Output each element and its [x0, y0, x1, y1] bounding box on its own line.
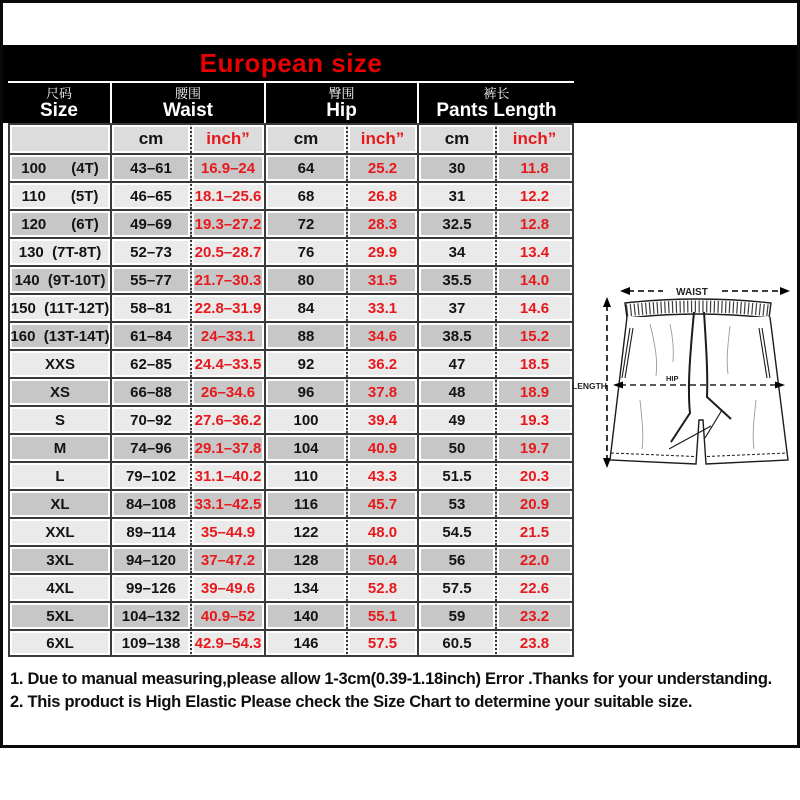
column-header-pants-length — [417, 81, 574, 123]
hip-inch-cell: 28.3 — [346, 209, 417, 237]
waist-inch-cell: 26–34.6 — [190, 377, 264, 405]
shorts-drawing — [610, 299, 788, 464]
table-row — [8, 349, 574, 377]
waist-inch-cell: 20.5–28.7 — [190, 237, 264, 265]
waist-cm-cell: 74–96 — [110, 433, 190, 461]
table-row — [8, 237, 574, 265]
table-row — [8, 461, 574, 489]
title-row — [8, 45, 574, 81]
length-inch-cell: 22.6 — [495, 573, 574, 601]
table-row — [8, 573, 574, 601]
table-row — [8, 405, 574, 433]
size-cell: 5XL — [8, 601, 110, 629]
size-cell: 100 (4T) — [8, 153, 110, 181]
size-cell: S — [8, 405, 110, 433]
size-cell: XXS — [8, 349, 110, 377]
hip-label: HIP — [666, 374, 679, 383]
table-row — [8, 629, 574, 657]
size-cell: XXL — [8, 517, 110, 545]
column-header-row — [8, 81, 574, 123]
length-label: LENGTH — [572, 381, 607, 391]
length-inch-cell: 21.5 — [495, 517, 574, 545]
length-cm-cell: 53 — [417, 489, 495, 517]
waist-inch-cell: 29.1–37.8 — [190, 433, 264, 461]
note-line-1: 1. Due to manual measuring,please allow 1-3cm(0.39-1.18inch) Error .Thanks for your understanding. — [10, 670, 772, 688]
length-cm-cell: 37 — [417, 293, 495, 321]
hip-inch-cell: 31.5 — [346, 265, 417, 293]
size-table — [8, 45, 574, 657]
column-header-size — [8, 81, 110, 123]
length-cm-cell: 54.5 — [417, 517, 495, 545]
hip-cm-cell: 122 — [264, 517, 346, 545]
length-inch-cell: 13.4 — [495, 237, 574, 265]
size-cell: 4XL — [8, 573, 110, 601]
size-cell: XL — [8, 489, 110, 517]
length-inch-cell: 14.6 — [495, 293, 574, 321]
size-cell: 160 (13T-14T) — [8, 321, 110, 349]
length-cm-cell: 50 — [417, 433, 495, 461]
waist-cm-cell: 70–92 — [110, 405, 190, 433]
waist-label-zh: 腰围 — [174, 86, 201, 102]
length-cm-cell: 59 — [417, 601, 495, 629]
table-row — [8, 545, 574, 573]
waist-inch-cell: 24–33.1 — [190, 321, 264, 349]
waist-cm-cell: 55–77 — [110, 265, 190, 293]
waist-inch-cell: 40.9–52 — [190, 601, 264, 629]
table-row — [8, 433, 574, 461]
table-row — [8, 321, 574, 349]
waist-cm-cell: 94–120 — [110, 545, 190, 573]
hip-cm-cell: 146 — [264, 629, 346, 657]
length-cm-cell: 32.5 — [417, 209, 495, 237]
length-cm-cell: 51.5 — [417, 461, 495, 489]
hip-cm-cell: 68 — [264, 181, 346, 209]
size-cell: 6XL — [8, 629, 110, 657]
note-line-2: 2. This product is High Elastic Please check the Size Chart to determine your suitable size. — [10, 693, 693, 712]
table-row — [8, 265, 574, 293]
waist-inch-cell: 33.1–42.5 — [190, 489, 264, 517]
length-cm-cell: 47 — [417, 349, 495, 377]
waist-cm-header: cm — [110, 123, 190, 153]
length-cm-cell: 49 — [417, 405, 495, 433]
hip-inch-cell: 37.8 — [346, 377, 417, 405]
length-inch-cell: 20.9 — [495, 489, 574, 517]
hip-label-en: Hip — [326, 99, 357, 121]
hip-cm-cell: 110 — [264, 461, 346, 489]
table-row — [8, 377, 574, 405]
waist-cm-cell: 61–84 — [110, 321, 190, 349]
waist-inch-cell: 18.1–25.6 — [190, 181, 264, 209]
unit-blank-cell — [8, 123, 110, 153]
hip-cm-cell: 84 — [264, 293, 346, 321]
hip-inch-cell: 57.5 — [346, 629, 417, 657]
hip-cm-cell: 116 — [264, 489, 346, 517]
length-cm-cell: 30 — [417, 153, 495, 181]
length-inch-cell: 23.8 — [495, 629, 574, 657]
hip-cm-cell: 128 — [264, 545, 346, 573]
shorts-measurement-diagram — [570, 250, 796, 490]
length-inch-cell: 15.2 — [495, 321, 574, 349]
waist-cm-cell: 62–85 — [110, 349, 190, 377]
hip-inch-cell: 55.1 — [346, 601, 417, 629]
table-row — [8, 153, 574, 181]
hip-cm-header: cm — [264, 123, 346, 153]
waist-cm-cell: 109–138 — [110, 629, 190, 657]
table-row — [8, 181, 574, 209]
hip-inch-cell: 34.6 — [346, 321, 417, 349]
length-inch-cell: 14.0 — [495, 265, 574, 293]
length-cm-cell: 57.5 — [417, 573, 495, 601]
hip-inch-cell: 39.4 — [346, 405, 417, 433]
length-cm-header: cm — [417, 123, 495, 153]
hip-inch-cell: 43.3 — [346, 461, 417, 489]
waist-cm-cell: 49–69 — [110, 209, 190, 237]
size-label-zh: 尺码 — [45, 86, 72, 102]
hip-inch-cell: 50.4 — [346, 545, 417, 573]
size-cell: 150 (11T-12T) — [8, 293, 110, 321]
size-cell: XS — [8, 377, 110, 405]
size-label-en: Size — [39, 99, 79, 121]
hip-cm-cell: 92 — [264, 349, 346, 377]
waist-cm-cell: 99–126 — [110, 573, 190, 601]
hip-label-zh: 臀围 — [328, 86, 355, 102]
length-inch-cell: 22.0 — [495, 545, 574, 573]
length-cm-cell: 34 — [417, 237, 495, 265]
length-inch-cell: 12.2 — [495, 181, 574, 209]
waist-cm-cell: 66–88 — [110, 377, 190, 405]
size-cell: 140 (9T-10T) — [8, 265, 110, 293]
hip-inch-cell: 40.9 — [346, 433, 417, 461]
waist-inch-cell: 19.3–27.2 — [190, 209, 264, 237]
hip-cm-cell: 80 — [264, 265, 346, 293]
hip-cm-cell: 104 — [264, 433, 346, 461]
waist-inch-cell: 22.8–31.9 — [190, 293, 264, 321]
table-row — [8, 517, 574, 545]
table-row — [8, 601, 574, 629]
waist-cm-cell: 58–81 — [110, 293, 190, 321]
waist-inch-cell: 35–44.9 — [190, 517, 264, 545]
column-header-waist — [110, 81, 264, 123]
waist-label: WAIST — [676, 287, 708, 298]
size-cell: 130 (7T-8T) — [8, 237, 110, 265]
length-inch-header: inch” — [495, 123, 574, 153]
size-cell: 3XL — [8, 545, 110, 573]
pants-length-label-en: Pants Length — [436, 99, 557, 121]
waist-cm-cell: 104–132 — [110, 601, 190, 629]
waist-inch-cell: 16.9–24 — [190, 153, 264, 181]
waist-inch-cell: 39–49.6 — [190, 573, 264, 601]
length-inch-cell: 19.7 — [495, 433, 574, 461]
waist-inch-cell: 31.1–40.2 — [190, 461, 264, 489]
waist-cm-cell: 52–73 — [110, 237, 190, 265]
waist-inch-header: inch” — [190, 123, 264, 153]
footer-notes — [10, 668, 794, 714]
length-cm-cell: 60.5 — [417, 629, 495, 657]
size-table-body — [8, 45, 574, 657]
length-inch-cell: 18.5 — [495, 349, 574, 377]
size-cell: 120 (6T) — [8, 209, 110, 237]
hip-inch-cell: 33.1 — [346, 293, 417, 321]
length-cm-cell: 56 — [417, 545, 495, 573]
length-inch-cell: 12.8 — [495, 209, 574, 237]
length-inch-cell: 19.3 — [495, 405, 574, 433]
waist-inch-cell: 42.9–54.3 — [190, 629, 264, 657]
hip-inch-cell: 45.7 — [346, 489, 417, 517]
table-row — [8, 489, 574, 517]
hip-cm-cell: 72 — [264, 209, 346, 237]
waist-inch-cell: 24.4–33.5 — [190, 349, 264, 377]
waist-inch-cell: 27.6–36.2 — [190, 405, 264, 433]
hip-cm-cell: 88 — [264, 321, 346, 349]
hip-cm-cell: 140 — [264, 601, 346, 629]
hip-cm-cell: 96 — [264, 377, 346, 405]
length-cm-cell: 48 — [417, 377, 495, 405]
hip-cm-cell: 134 — [264, 573, 346, 601]
size-cell: 110 (5T) — [8, 181, 110, 209]
waist-label-en: Waist — [163, 99, 213, 121]
waist-cm-cell: 46–65 — [110, 181, 190, 209]
hip-cm-cell: 76 — [264, 237, 346, 265]
size-cell: M — [8, 433, 110, 461]
waist-cm-cell: 79–102 — [110, 461, 190, 489]
hip-inch-header: inch” — [346, 123, 417, 153]
waist-cm-cell: 43–61 — [110, 153, 190, 181]
waist-inch-cell: 21.7–30.3 — [190, 265, 264, 293]
hip-inch-cell: 52.8 — [346, 573, 417, 601]
hip-cm-cell: 64 — [264, 153, 346, 181]
unit-header-row — [8, 123, 574, 153]
pants-length-label-zh: 裤长 — [483, 86, 510, 102]
length-cm-cell: 35.5 — [417, 265, 495, 293]
length-inch-cell: 11.8 — [495, 153, 574, 181]
hip-inch-cell: 29.9 — [346, 237, 417, 265]
waist-inch-cell: 37–47.2 — [190, 545, 264, 573]
table-row — [8, 209, 574, 237]
length-cm-cell: 38.5 — [417, 321, 495, 349]
hip-inch-cell: 25.2 — [346, 153, 417, 181]
waist-cm-cell: 84–108 — [110, 489, 190, 517]
hip-inch-cell: 48.0 — [346, 517, 417, 545]
length-inch-cell: 20.3 — [495, 461, 574, 489]
hip-cm-cell: 100 — [264, 405, 346, 433]
waist-cm-cell: 89–114 — [110, 517, 190, 545]
table-row — [8, 293, 574, 321]
size-cell: L — [8, 461, 110, 489]
chart-title: European size — [8, 45, 574, 81]
length-inch-cell: 23.2 — [495, 601, 574, 629]
length-inch-cell: 18.9 — [495, 377, 574, 405]
hip-inch-cell: 26.8 — [346, 181, 417, 209]
hip-inch-cell: 36.2 — [346, 349, 417, 377]
column-header-hip — [264, 81, 417, 123]
length-cm-cell: 31 — [417, 181, 495, 209]
